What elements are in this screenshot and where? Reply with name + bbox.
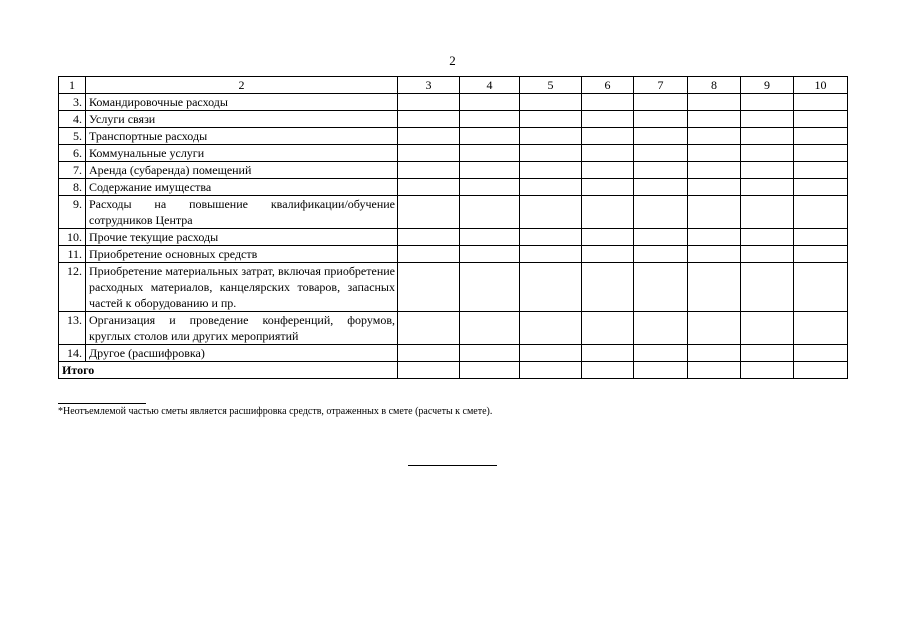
table-cell [398,229,460,246]
row-description: Командировочные расходы [86,94,398,111]
table-row [59,179,848,196]
table-cell [741,128,794,145]
table-cell [582,362,634,379]
table-cell [634,312,688,345]
table-cell [460,345,520,362]
table-cell [634,179,688,196]
row-number: 4. [59,111,86,128]
table-row [59,145,848,162]
row-description: Организация и проведение конференций, форумов, круглых столов или других мероприятий [86,312,398,345]
row-description: Приобретение материальных затрат, включая приобретение расходных материалов, канцелярских товаров, запасных частей к оборудованию и пр. [86,263,398,312]
table-cell [460,196,520,229]
table-cell [460,229,520,246]
table-cell [398,145,460,162]
table-cell [794,345,848,362]
table-cell [794,111,848,128]
table-cell [582,179,634,196]
row-description: Прочие текущие расходы [86,229,398,246]
row-number: 13. [59,312,86,345]
table-cell [398,94,460,111]
table-cell [794,196,848,229]
table-cell [460,162,520,179]
table-cell [741,179,794,196]
table-cell [794,145,848,162]
table-row [59,162,848,179]
column-header: 6 [582,77,634,94]
table-cell [520,196,582,229]
table-cell [520,145,582,162]
table-cell [520,312,582,345]
table-cell [794,229,848,246]
table-cell [582,94,634,111]
table-cell [794,362,848,379]
row-description: Транспортные расходы [86,128,398,145]
table-cell [794,263,848,312]
table-cell [520,162,582,179]
end-of-document-rule [408,465,497,466]
table-cell [582,263,634,312]
table-cell [460,312,520,345]
table-cell [520,246,582,263]
table-row [59,345,848,362]
table-cell [634,128,688,145]
table-cell [460,263,520,312]
table-cell [688,362,741,379]
table-row [59,312,848,345]
row-description: Другое (расшифровка) [86,345,398,362]
row-number: 5. [59,128,86,145]
table-cell [688,94,741,111]
table-body [59,77,848,379]
table-cell [634,94,688,111]
column-header: 9 [741,77,794,94]
row-number: 11. [59,246,86,263]
column-header: 8 [688,77,741,94]
table-cell [398,111,460,128]
table-cell [398,362,460,379]
table-cell [582,162,634,179]
table-cell [520,345,582,362]
table-row [59,246,848,263]
table-cell [460,111,520,128]
column-header: 10 [794,77,848,94]
row-description: Приобретение основных средств [86,246,398,263]
row-description: Содержание имущества [86,179,398,196]
table-cell [794,179,848,196]
table-cell [794,312,848,345]
row-number: 12. [59,263,86,312]
table-cell [460,246,520,263]
column-header: 5 [520,77,582,94]
table-cell [582,128,634,145]
table-cell [460,128,520,145]
table-cell [634,145,688,162]
table-cell [398,345,460,362]
table-cell [634,111,688,128]
table-cell [688,229,741,246]
table-cell [688,246,741,263]
table-cell [741,263,794,312]
column-header: 2 [86,77,398,94]
column-header: 4 [460,77,520,94]
row-number: 7. [59,162,86,179]
row-description: Аренда (субаренда) помещений [86,162,398,179]
column-header: 3 [398,77,460,94]
table-cell [460,362,520,379]
row-number: 8. [59,179,86,196]
table-cell [688,196,741,229]
table-cell [520,179,582,196]
table-cell [398,128,460,145]
table-cell [520,111,582,128]
table-cell [688,179,741,196]
table-cell [460,145,520,162]
table-cell [460,94,520,111]
table-cell [688,111,741,128]
table-cell [741,312,794,345]
row-number: 6. [59,145,86,162]
table-cell [688,128,741,145]
table-cell [520,128,582,145]
table-cell [634,196,688,229]
row-number: 14. [59,345,86,362]
table-cell [794,162,848,179]
table-cell [741,229,794,246]
table-cell [634,246,688,263]
table-cell [688,312,741,345]
total-row [59,362,848,379]
table-cell [398,196,460,229]
table-cell [520,229,582,246]
footnote-separator [58,403,146,404]
table-cell [582,246,634,263]
table-header-row [59,77,848,94]
table-cell [741,345,794,362]
table-row [59,111,848,128]
row-number: 9. [59,196,86,229]
table-cell [582,111,634,128]
table-cell [634,229,688,246]
row-description: Расходы на повышение квалификации/обучение сотрудников Центра [86,196,398,229]
total-label: Итого [59,362,398,379]
page-number: 2 [449,53,456,68]
table-cell [688,263,741,312]
column-header: 7 [634,77,688,94]
table-cell [741,111,794,128]
table-cell [634,263,688,312]
table-cell [634,162,688,179]
column-header: 1 [59,77,86,94]
table-row [59,128,848,145]
table-cell [794,128,848,145]
table-cell [398,263,460,312]
table-cell [741,94,794,111]
table-cell [582,312,634,345]
table-cell [794,246,848,263]
table-cell [520,362,582,379]
table-cell [794,94,848,111]
table-cell [741,162,794,179]
table-cell [398,179,460,196]
table-cell [582,229,634,246]
row-description: Коммунальные услуги [86,145,398,162]
table-cell [398,162,460,179]
table-row [59,196,848,229]
table-cell [582,196,634,229]
table-cell [582,345,634,362]
budget-table [58,76,848,379]
table-cell [634,345,688,362]
table-row [59,229,848,246]
row-number: 3. [59,94,86,111]
table-cell [634,362,688,379]
table-cell [741,145,794,162]
row-number: 10. [59,229,86,246]
table-cell [741,196,794,229]
table-cell [741,362,794,379]
table-cell [460,179,520,196]
table-cell [741,246,794,263]
table-cell [398,246,460,263]
table-cell [688,145,741,162]
table-row [59,94,848,111]
table-cell [688,345,741,362]
row-description: Услуги связи [86,111,398,128]
table-cell [582,145,634,162]
table-cell [520,263,582,312]
table-cell [688,162,741,179]
footnote: *Неотъемлемой частью сметы является расшифровка средств, отраженных в смете (расчеты к смете). [58,406,493,417]
table-cell [520,94,582,111]
table-cell [398,312,460,345]
table-row [59,263,848,312]
